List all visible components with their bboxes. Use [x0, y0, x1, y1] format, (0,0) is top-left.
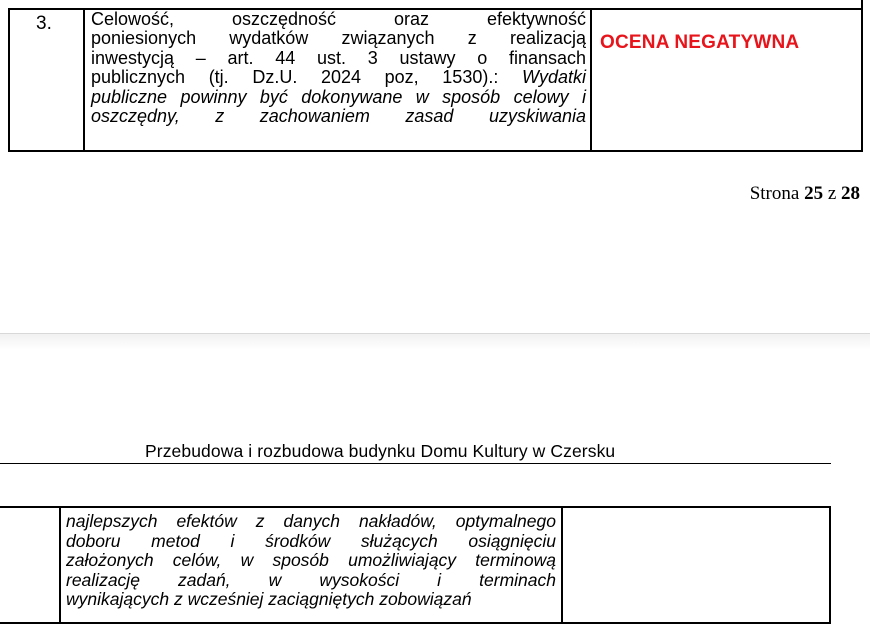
description-line: najlepszych efektów z danych nakładów, optymalnego	[66, 511, 556, 531]
page-number-current: 25	[804, 183, 824, 204]
description-line: założonych celów, w sposób umożliwiający terminową	[66, 550, 556, 571]
description-line: doboru metod i środków służących osiągnięciu	[66, 530, 556, 551]
description-line: wynikających z wcześniej zaciągniętych zobowiązań	[66, 589, 472, 610]
description-line: publiczne powinny być dokonywane w sposób celowy i	[91, 86, 586, 107]
document-header-title: Przebudowa i rozbudowa budynku Domu Kultury w Czersku	[145, 441, 616, 461]
table-border	[861, 0, 863, 152]
description-line: inwestycją – art. 44 ust. 3 ustawy o finansach	[91, 47, 586, 68]
table-border	[0, 506, 831, 508]
description-text: publicznych (tj. Dz.U. 2024 poz, 1530).:	[91, 67, 522, 88]
description-line: oszczędny, z zachowaniem zasad uzyskiwania	[91, 106, 586, 127]
header-rule	[0, 463, 831, 464]
row-number: 3.	[36, 13, 52, 34]
description-line	[91, 68, 586, 87]
description-line: Celowość, oszczędność oraz efektywność	[91, 9, 586, 29]
page-number-separator: z	[827, 183, 837, 204]
assessment-result: OCENA NEGATYWNA	[600, 32, 800, 53]
table-border	[83, 10, 85, 152]
page-gap-shadow	[0, 334, 870, 350]
description-line: poniesionych wydatków związanych z realizacją	[91, 28, 586, 49]
page-number-total: 28	[841, 183, 860, 204]
page-number	[750, 183, 860, 205]
table-border	[561, 506, 563, 624]
table-border	[8, 150, 863, 152]
table-border	[0, 622, 831, 624]
table-border	[590, 10, 592, 152]
description-line: realizację zadań, w wysokości i terminach	[66, 569, 556, 590]
criterion-description	[91, 10, 586, 126]
criterion-description-continued	[66, 512, 556, 610]
page-number-prefix: Strona	[749, 183, 800, 204]
table-border	[8, 10, 10, 152]
table-border	[59, 506, 61, 624]
table-border	[829, 506, 831, 624]
description-text-italic: Wydatki	[521, 67, 586, 88]
